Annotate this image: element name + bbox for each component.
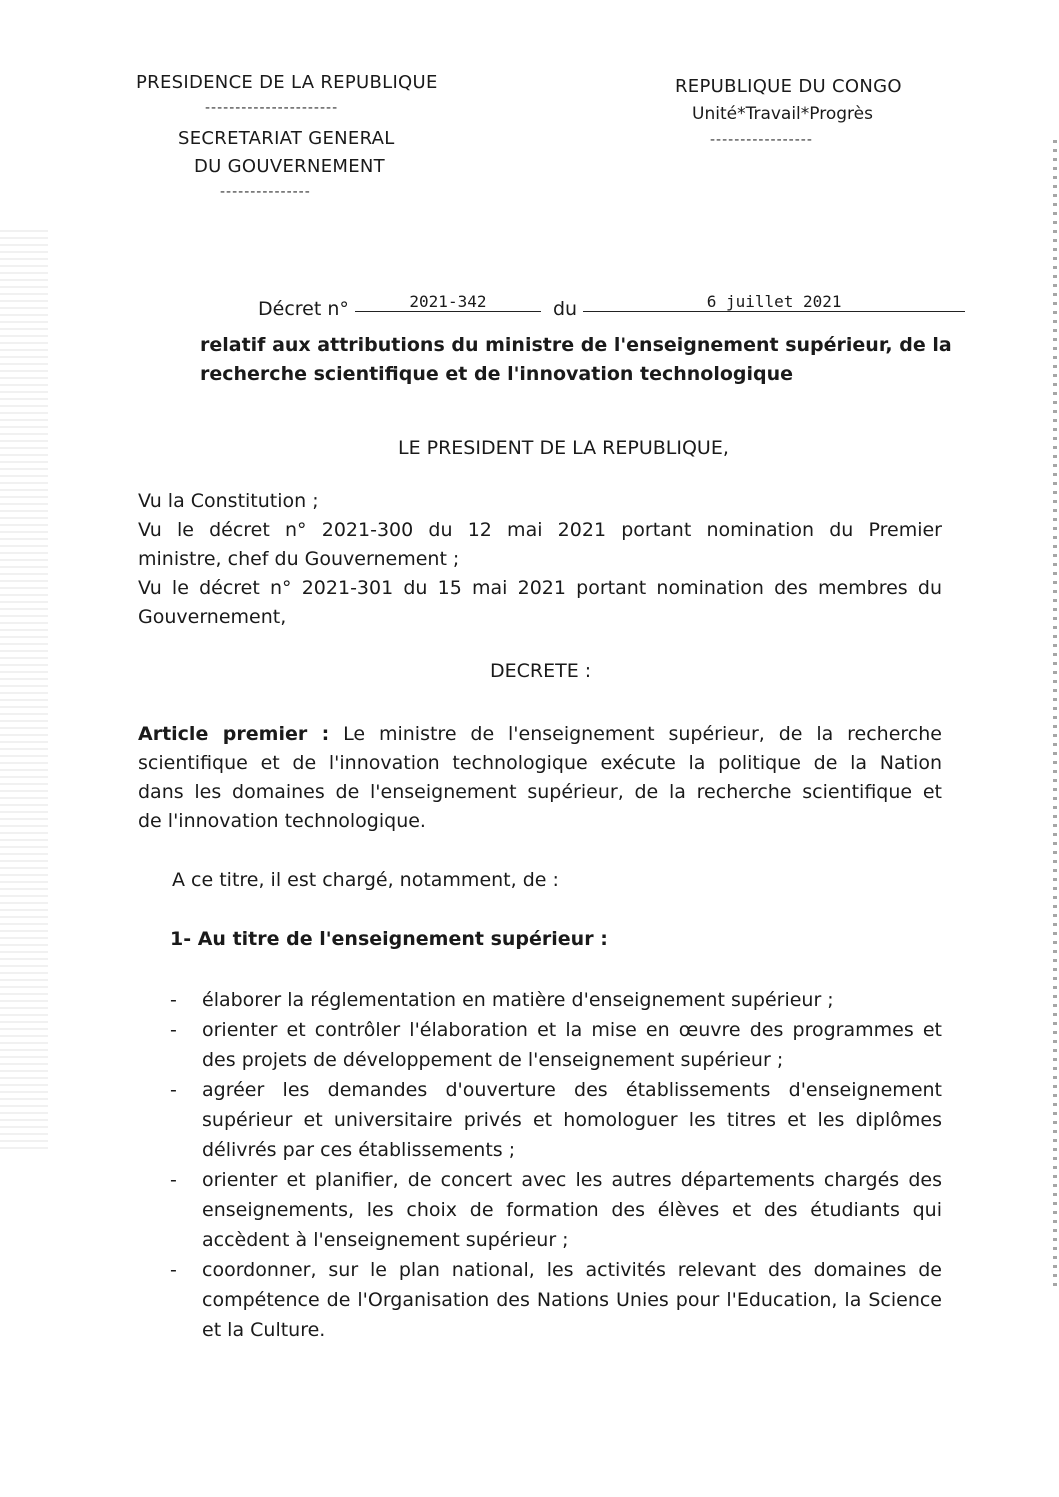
list-item-text: orienter et contrôler l'élaboration et la mise en œuvre des programmes et des projets de développement de l'enseignement supérieur ; (202, 1019, 942, 1071)
visa-decree-300-line2: ministre, chef du Gouvernement ; (138, 548, 460, 570)
list-bullet: - (170, 1259, 177, 1281)
header-left-secretariat: SECRETARIAT GENERAL (178, 128, 395, 149)
decree-line (258, 292, 965, 320)
list-bullet: - (170, 1079, 177, 1101)
list-item-text: coordonner, sur le plan national, les activités relevant des domaines de compétence de l'Organisation des Nations Unies pour l'Education, la Science et la Culture. (202, 1259, 942, 1341)
list-item (170, 1255, 942, 1345)
header-right-motto: Unité*Travail*Progrès (692, 104, 873, 124)
president-heading: LE PRESIDENT DE LA REPUBLIQUE, (398, 437, 729, 459)
list-item (170, 1075, 942, 1165)
header-left-dash2: --------------- (220, 184, 311, 200)
decree-number: 2021-342 (355, 292, 541, 312)
visa-decree-301-line1: Vu le décret n° 2021-301 du 15 mai 2021 portant nomination des membres du (138, 577, 942, 599)
decrete-heading: DECRETE : (490, 660, 592, 682)
header-left-presidence: PRESIDENCE DE LA REPUBLIQUE (136, 72, 438, 93)
scan-noise-right (1053, 140, 1057, 1290)
header-left-dash1: ---------------------- (205, 100, 339, 116)
section1-list (170, 985, 942, 1345)
list-bullet: - (170, 1019, 177, 1041)
decree-date: 6 juillet 2021 (583, 292, 965, 312)
list-bullet: - (170, 1169, 177, 1191)
header-right-dash: ----------------- (710, 132, 813, 148)
scan-noise-left (0, 230, 48, 1150)
article-premier-line3: dans les domaines de l'enseignement supérieur, de la recherche scientifique et (138, 781, 942, 803)
visa-decree-300-line1: Vu le décret n° 2021-300 du 12 mai 2021 portant nomination du Premier (138, 519, 942, 541)
article-premier-line1: Le ministre de l'enseignement supérieur, de la recherche (343, 723, 942, 745)
list-item-text: agréer les demandes d'ouverture des établissements d'enseignement supérieur et universitaire privés et homologuer les titres et les diplômes délivrés par ces établissements ; (202, 1079, 942, 1161)
list-item (170, 1015, 942, 1075)
list-item-text: orienter et planifier, de concert avec les autres départements chargés des enseignements, les choix de formation des élèves et des étudiants qui accèdent à l'enseignement supérieur ; (202, 1169, 942, 1251)
intro-text: A ce titre, il est chargé, notamment, de : (172, 869, 559, 891)
visas-block (138, 487, 942, 632)
decree-prefix: Décret n° (258, 298, 349, 320)
visa-decree-301-line2: Gouvernement, (138, 606, 287, 628)
list-item (170, 1165, 942, 1255)
decree-du: du (552, 298, 578, 320)
list-item-text: élaborer la réglementation en matière d'enseignement supérieur ; (202, 989, 834, 1011)
list-item (170, 985, 942, 1015)
decree-subject-line1: relatif aux attributions du ministre de l'enseignement supérieur, de la (200, 334, 952, 356)
header-right-republique: REPUBLIQUE DU CONGO (675, 76, 902, 97)
section1-title: 1- Au titre de l'enseignement supérieur : (170, 928, 608, 950)
article-premier-line2: scientifique et de l'innovation technologique exécute la politique de la Nation (138, 752, 942, 774)
header-left-gouvernement: DU GOUVERNEMENT (194, 156, 385, 177)
article-premier (138, 720, 942, 836)
article-premier-label: Article premier : (138, 723, 330, 745)
article-premier-line4: de l'innovation technologique. (138, 810, 426, 832)
decree-subject-line2: recherche scientifique et de l'innovation technologique (200, 363, 794, 385)
list-bullet: - (170, 989, 177, 1011)
visa-constitution: Vu la Constitution ; (138, 490, 319, 512)
